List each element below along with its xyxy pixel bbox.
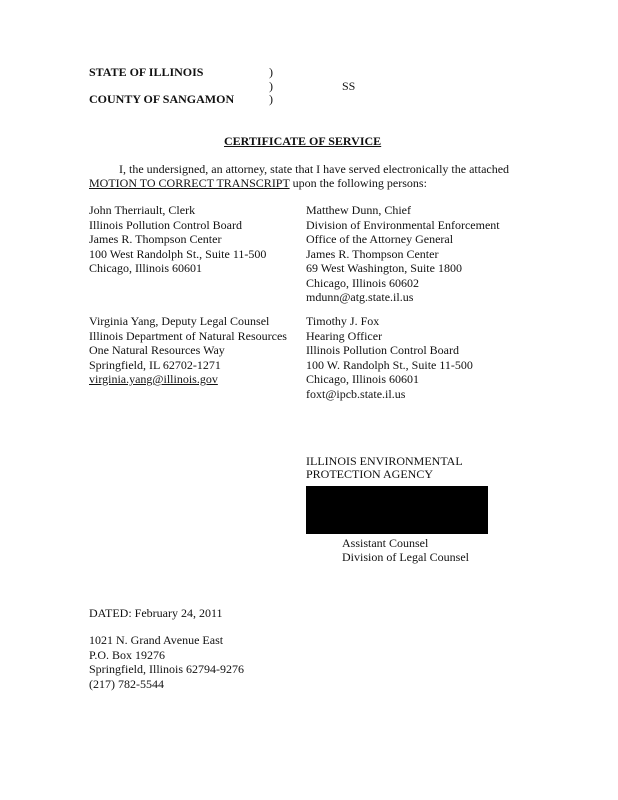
- recipient-line: Chicago, Illinois 60602: [306, 275, 419, 290]
- recipient-line: Chicago, Illinois 60601: [89, 261, 202, 275]
- caption-state: STATE OF ILLINOIS: [89, 65, 204, 79]
- recipient-fox: [306, 314, 473, 401]
- recipient-line: Illinois Pollution Control Board: [306, 343, 460, 357]
- recipient-line: Division of Environmental Enforcement: [306, 217, 500, 232]
- caption-paren: ): [269, 92, 273, 106]
- intro-line-1: I, the undersigned, an attorney, state that I have served electronically the attached: [119, 162, 510, 176]
- signer-division: Division of Legal Counsel: [342, 550, 469, 564]
- agency-address: [89, 633, 244, 691]
- recipient-line: Springfield, IL 62702-1271: [89, 357, 221, 372]
- recipient-line: Hearing Officer: [306, 328, 383, 343]
- address-line: 1021 N. Grand Avenue East: [89, 633, 224, 647]
- signer-title: Assistant Counsel: [342, 536, 429, 550]
- address-line: P.O. Box 19276: [89, 647, 166, 662]
- recipient-line: James R. Thompson Center: [306, 246, 439, 261]
- agency-name-line-2: PROTECTION AGENCY: [306, 467, 434, 481]
- dated-line: DATED: February 24, 2011: [89, 606, 223, 620]
- intro-line-2-rest: upon the following persons:: [289, 176, 427, 190]
- recipient-line: Illinois Pollution Control Board: [89, 217, 243, 232]
- recipient-line: Matthew Dunn, Chief: [306, 203, 411, 217]
- recipient-line: Timothy J. Fox: [306, 314, 380, 328]
- recipient-email: virginia.yang@illinois.gov: [89, 372, 218, 386]
- address-line: Springfield, Illinois 62794-9276: [89, 662, 244, 676]
- recipient-line: Illinois Department of Natural Resources: [89, 328, 287, 343]
- recipient-email: mdunn@atg.state.il.us: [306, 290, 414, 304]
- recipient-email: foxt@ipcb.state.il.us: [306, 386, 406, 401]
- intro-line-2: [89, 176, 427, 190]
- redacted-signature: [306, 486, 488, 534]
- recipient-line: Virginia Yang, Deputy Legal Counsel: [89, 314, 270, 328]
- recipient-line: 100 West Randolph St., Suite 11-500: [89, 246, 267, 261]
- recipient-line: 69 West Washington, Suite 1800: [306, 261, 462, 275]
- address-phone: (217) 782-5544: [89, 676, 164, 691]
- caption-paren: ): [269, 79, 273, 93]
- motion-title: MOTION TO CORRECT TRANSCRIPT: [89, 176, 290, 190]
- recipient-yang: [89, 314, 287, 387]
- page-title: CERTIFICATE OF SERVICE: [224, 134, 382, 148]
- caption-county: COUNTY OF SANGAMON: [89, 92, 235, 106]
- recipient-line: One Natural Resources Way: [89, 343, 225, 357]
- caption-ss: SS: [342, 79, 356, 93]
- recipient-line: Office of the Attorney General: [306, 232, 454, 246]
- recipient-line: 100 W. Randolph St., Suite 11-500: [306, 357, 473, 372]
- recipient-dunn: [306, 203, 500, 305]
- recipient-line: Chicago, Illinois 60601: [306, 372, 419, 386]
- recipient-line: John Therriault, Clerk: [89, 203, 196, 217]
- recipient-line: James R. Thompson Center: [89, 232, 222, 246]
- agency-name-line-1: ILLINOIS ENVIRONMENTAL: [306, 454, 463, 468]
- caption-paren: ): [269, 65, 273, 79]
- recipient-therriault: [89, 203, 266, 276]
